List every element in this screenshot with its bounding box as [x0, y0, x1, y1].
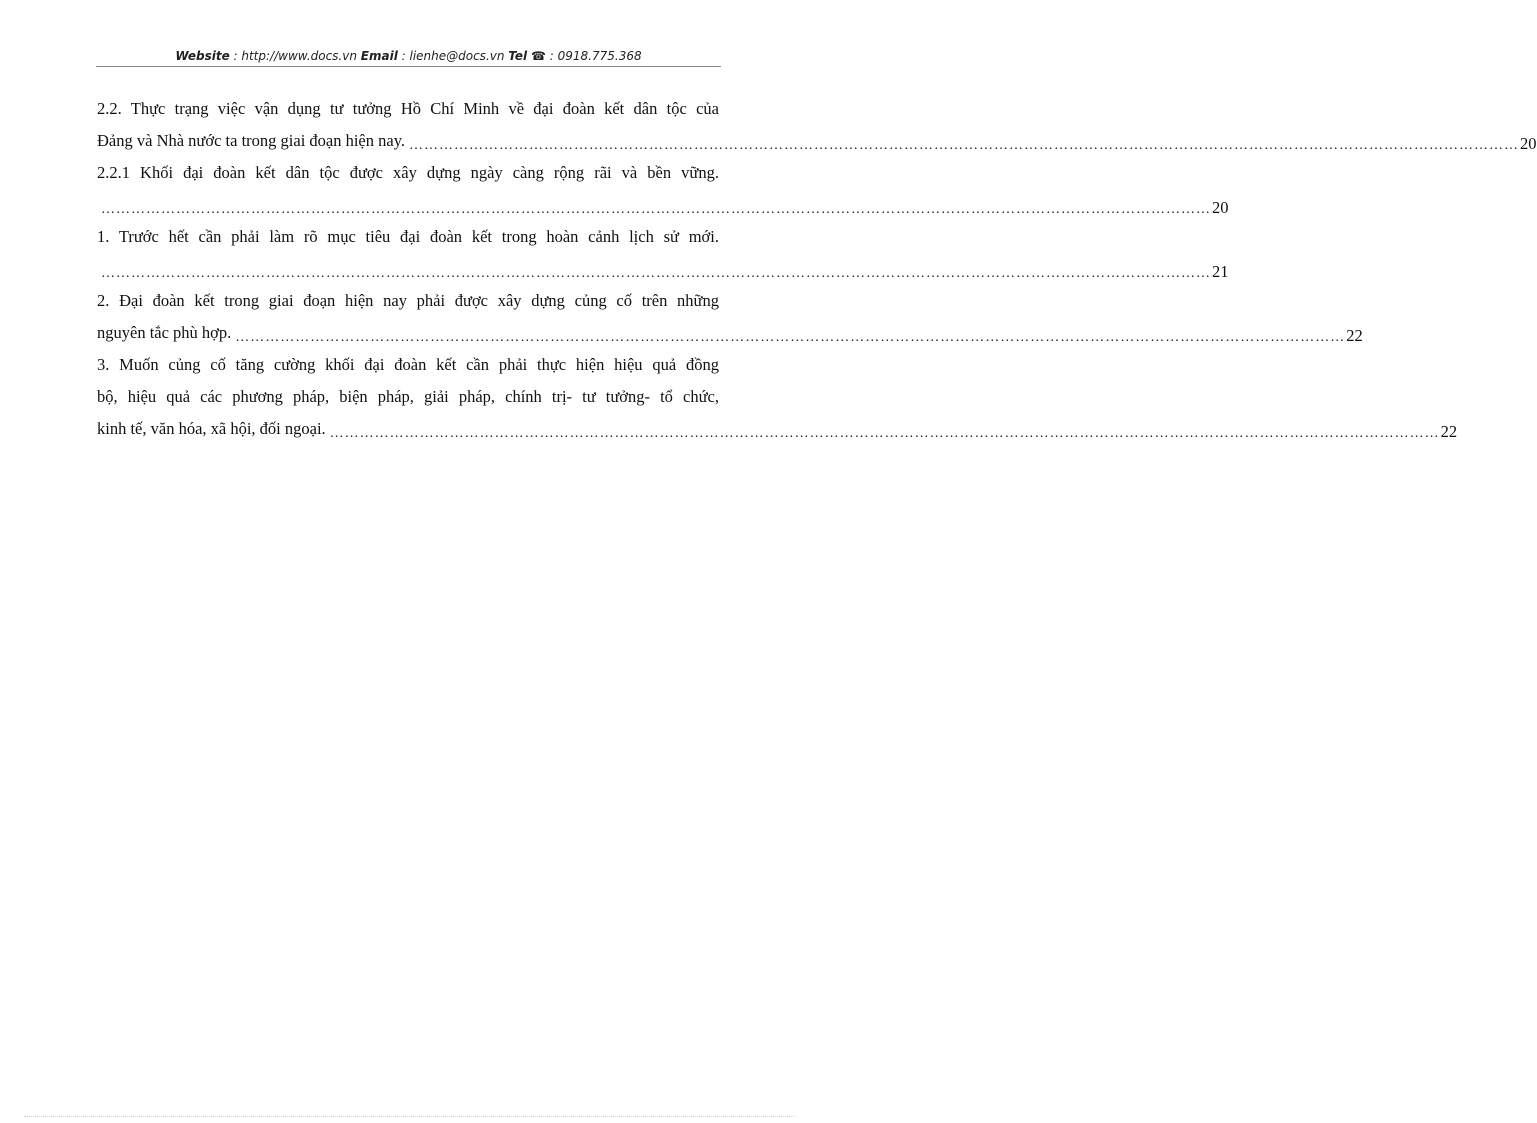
toc-entry-line [97, 189, 1229, 221]
toc-entry-text: 2. Đại đoàn kết trong giai đoạn hiện nay phải được xây dựng củng cố trên những [97, 291, 719, 310]
email-label: Email [360, 49, 398, 63]
toc-leader-dots: …………………………………………………………………………………………………………………………………………………………………………………………………… [101, 202, 1211, 217]
page-header [96, 46, 721, 67]
toc-entry-text: kinh tế, văn hóa, xã hội, đối ngoại. [97, 419, 326, 438]
toc-entry-line [97, 253, 1229, 285]
tel-label: Tel [508, 49, 528, 63]
toc-leader-dots: …………………………………………………………………………………………………………………………………………………………………………………………………… [235, 330, 1346, 345]
toc-entry-text: 3. Muốn củng cố tăng cường khối đại đoàn kết cần phải thực hiện hiệu quả đồng [97, 355, 719, 374]
toc-page-number: 21 [1212, 262, 1229, 281]
toc-entry-text: 1. Trước hết cần phải làm rõ mục tiêu đại đoàn kết trong hoàn cảnh lịch sử mới. [97, 227, 719, 246]
toc-entry-text: 2.2.1 Khối đại đoàn kết dân tộc được xây dựng ngày càng rộng rãi và bền vững. [97, 163, 719, 182]
toc-leader-dots: …………………………………………………………………………………………………………………………………………………………………………………………………… [329, 426, 1440, 441]
website-value: : http://www.docs.vn [229, 49, 361, 63]
toc-page-number: 22 [1440, 422, 1458, 441]
toc-page-number: 20 [1520, 134, 1537, 153]
website-label: Website [175, 49, 230, 63]
toc-entry-line [97, 125, 1537, 157]
toc-page-number: 22 [1346, 326, 1363, 345]
toc-page-number: 20 [1212, 198, 1229, 217]
toc-entry-text: 2.2. Thực trạng việc vận dụng tư tưởng Hồ Chí Minh về đại đoàn kết dân tộc của [97, 99, 719, 118]
tel-value: : 0918.775.368 [545, 49, 642, 63]
phone-icon: ☎ [531, 49, 546, 63]
footer-divider [24, 1116, 794, 1117]
toc-entry-line [97, 317, 1363, 349]
toc-leader-dots: …………………………………………………………………………………………………………………………………………………………………………………………………… [409, 138, 1520, 153]
table-of-contents [97, 93, 1537, 445]
toc-leader-dots: …………………………………………………………………………………………………………………………………………………………………………………………………… [101, 266, 1211, 281]
toc-entry-text: nguyên tắc phù hợp. [97, 323, 232, 342]
toc-entry-text: bộ, hiệu quả các phương pháp, biện pháp, giải pháp, chính trị- tư tưởng- tổ chức, [97, 387, 719, 406]
email-value: : lienhe@docs.vn [397, 49, 509, 63]
toc-entry-text: Đảng và Nhà nước ta trong giai đoạn hiện nay. [97, 131, 406, 150]
toc-entry-line [97, 413, 1458, 445]
